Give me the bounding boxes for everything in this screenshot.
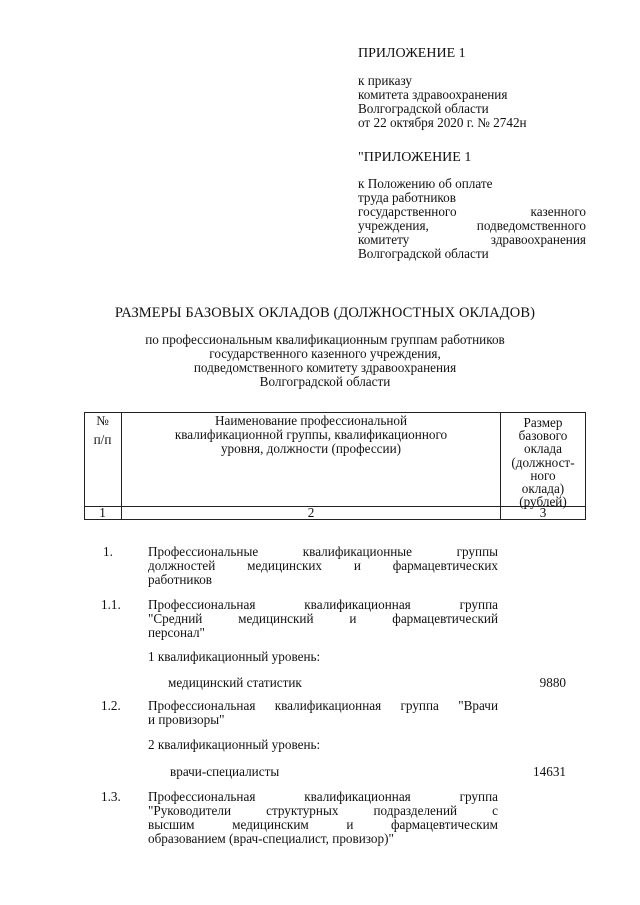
appendix-title: ПРИЛОЖЕНИЕ 1: [358, 46, 466, 61]
document-title: РАЗМЕРЫ БАЗОВЫХ ОКЛАДОВ (ДОЛЖНОСТНЫХ ОКЛАДОВ): [114, 305, 536, 321]
row-line: Профессиональные квалификационные группы: [148, 544, 498, 559]
appendix-line: к приказу: [358, 73, 412, 88]
header-text: (рублей): [519, 494, 567, 510]
salary-table-header: [84, 412, 586, 520]
header-text: оклада): [521, 481, 565, 497]
row-line: должностей медицинских и фармацевтических: [148, 558, 498, 573]
salary-value: 14631: [533, 764, 566, 779]
row-description: [148, 699, 498, 727]
header-text: Размер: [523, 415, 563, 430]
header-text: квалификационной группы, квалификационного: [174, 427, 448, 442]
header-text: ного: [530, 467, 556, 483]
header-text: Наименование профессиональной: [214, 413, 408, 428]
position-name: медицинский статистик: [168, 675, 302, 690]
column-header-salary: [501, 416, 585, 508]
row-description: [148, 790, 498, 846]
row-number: 1.1.: [101, 597, 121, 612]
table-border: [585, 412, 586, 520]
document-subtitle: [80, 333, 570, 389]
row-line: "Руководители структурных подразделений с: [148, 803, 498, 818]
row-number: 1.: [103, 544, 113, 559]
appendix2-line: Волгоградской области: [358, 246, 489, 261]
row-description: [148, 545, 498, 587]
row-line: работников: [148, 572, 213, 587]
row-line: и провизоры": [148, 712, 225, 727]
row-line: Профессиональная квалификационная группа "Врачи: [148, 698, 498, 713]
appendix-line: от 22 октября 2020 г. № 2742н: [358, 115, 527, 130]
column-index: 3: [539, 505, 547, 520]
appendix2-line: государственного казенного: [358, 204, 586, 219]
subtitle-line: государственного казенного учреждения,: [209, 346, 441, 361]
subtitle-line: по профессиональным квалификационным группам работников: [145, 332, 505, 347]
appendix2-line: учреждения, подведомственного: [358, 218, 586, 233]
column-index: 1: [99, 505, 106, 520]
appendix2-line: труда работников: [358, 190, 456, 205]
header-text: (должност-: [511, 454, 575, 470]
row-number: 1.3.: [101, 789, 121, 804]
header-text: №: [96, 413, 109, 428]
header-text: оклада: [524, 441, 562, 457]
row-description: [148, 598, 498, 640]
column-header-name: [122, 414, 500, 456]
row-number: 1.2.: [101, 698, 121, 713]
header-text: п/п: [93, 432, 112, 447]
appendix-line: Волгоградской области: [358, 101, 489, 116]
appendix-line: комитета здравоохранения: [358, 87, 508, 102]
appendix-reference-block: [358, 47, 588, 130]
row-line: Профессиональная квалификационная группа: [148, 789, 498, 804]
appendix2-title: "ПРИЛОЖЕНИЕ 1: [358, 150, 472, 165]
appendix2-line: комитету здравоохранения: [358, 232, 586, 247]
position-name: врачи-специалисты: [170, 764, 280, 779]
row-line: "Средний медицинский и фармацевтический: [148, 611, 498, 626]
subtitle-line: подведомственного комитету здравоохранения: [193, 360, 457, 375]
header-text: уровня, должности (профессии): [220, 441, 402, 456]
row-line: высшим медицинским и фармацевтическим: [148, 817, 498, 832]
appendix-regulation-block: [358, 151, 586, 261]
qualification-level: 1 квалификационный уровень:: [148, 649, 321, 664]
appendix2-line: к Положению об оплате: [358, 176, 493, 191]
salary-value: 9880: [539, 675, 566, 690]
qualification-level: 2 квалификационный уровень:: [148, 737, 321, 752]
column-index: 2: [307, 505, 315, 520]
row-line: образованием (врач-специалист, провизор)": [148, 831, 394, 846]
header-text: базового: [518, 428, 568, 444]
row-line: Профессиональная квалификационная группа: [148, 597, 498, 612]
column-header-number: [84, 414, 121, 447]
row-line: персонал": [148, 625, 205, 640]
subtitle-line: Волгоградской области: [259, 374, 391, 389]
